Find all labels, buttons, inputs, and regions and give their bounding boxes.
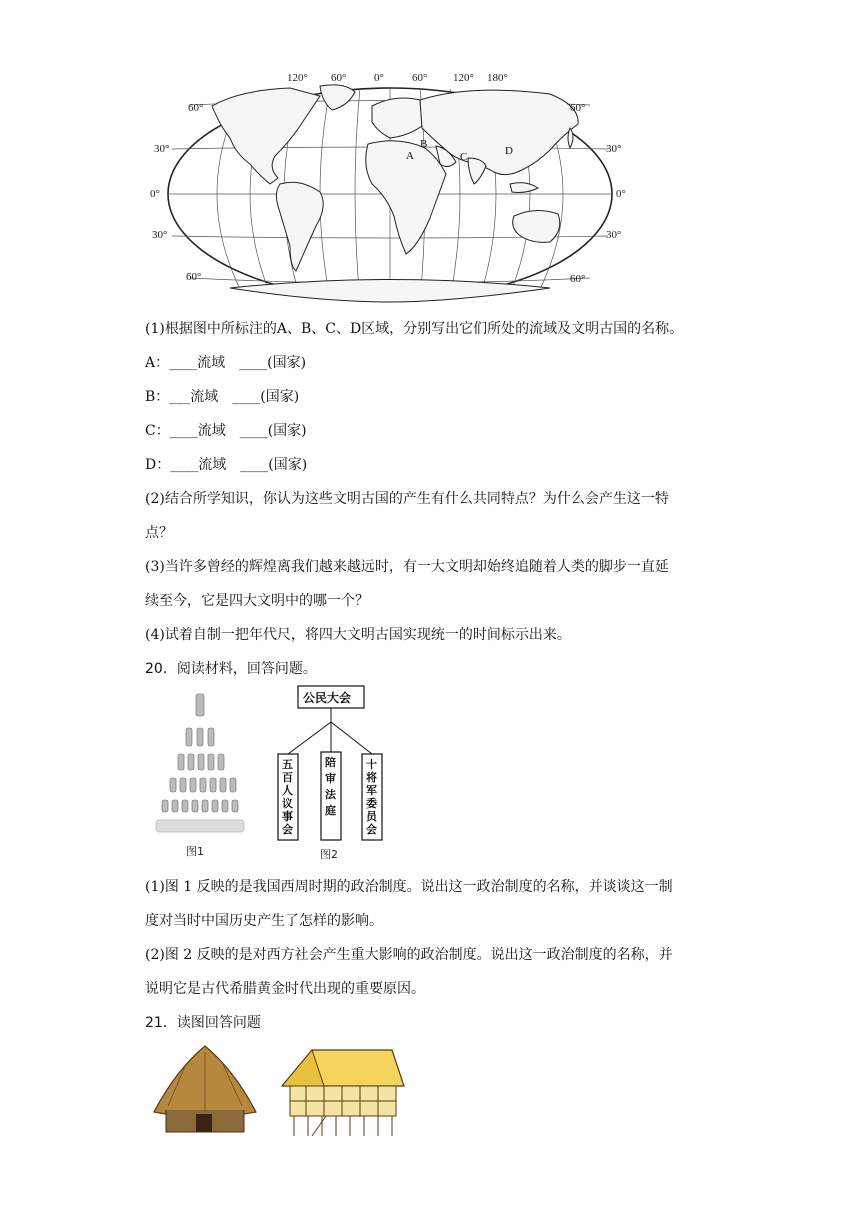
fig2-top-label: 公民大会 <box>303 691 352 705</box>
blank: ____ <box>169 355 198 371</box>
world-map <box>150 66 630 306</box>
marker-a: A <box>406 150 414 162</box>
q20-part1-line2: 度对当时中国历史产生了怎样的影响。 <box>145 913 383 929</box>
fig-stilt-house <box>272 1044 408 1140</box>
top-label-60e: 60° <box>412 72 428 84</box>
row-letter: C： <box>145 423 170 439</box>
country-label: (国家) <box>268 457 308 473</box>
country-label: (国家) <box>267 355 307 371</box>
basin-label: 流域 <box>197 355 226 371</box>
row-letter: A： <box>145 355 170 371</box>
fig1-hierarchy-pyramid <box>150 688 250 858</box>
right-label-30n: 30° <box>606 143 622 155</box>
blank: ____ <box>239 423 268 439</box>
q19-row-c <box>145 421 307 441</box>
q20-part1-line1: (1)图 1 反映的是我国西周时期的政治制度。说出这一政治制度的名称，并谈谈这一制 <box>145 879 673 895</box>
right-label-30s: 30° <box>606 229 622 241</box>
fig2-box-council: 五百人议事会 <box>282 758 293 836</box>
right-label-0: 0° <box>616 188 626 200</box>
marker-d: D <box>505 145 513 157</box>
left-label-60s: 60° <box>186 271 202 283</box>
marker-b: B <box>420 138 428 150</box>
row-letter: B： <box>145 389 170 405</box>
blank: ____ <box>239 355 268 371</box>
blank: ____ <box>170 457 199 473</box>
country-label: (国家) <box>267 423 307 439</box>
right-label-60s: 60° <box>570 273 586 285</box>
q20-part2-line1: (2)图 2 反映的是对西方社会产生重大影响的政治制度。说出这一政治制度的名称，并 <box>145 947 673 963</box>
fig-round-hut <box>146 1040 264 1140</box>
top-label-180: 180° <box>487 72 508 84</box>
row-letter: D： <box>145 457 171 473</box>
fig2-box-court: 陪审法庭 <box>325 756 336 817</box>
q19-part3-line1: (3)当许多曾经的辉煌离我们越来越远时，有一大文明却始终追随着人类的脚步一直延 <box>145 559 669 575</box>
top-label-0: 0° <box>374 72 384 84</box>
basin-label: 流域 <box>198 457 227 473</box>
q19-row-d <box>145 455 307 475</box>
basin-label: 流域 <box>197 423 226 439</box>
country-label: (国家) <box>260 389 300 405</box>
q19-part4: (4)试着自制一把年代尺，将四大文明古国实现统一的时间标示出来。 <box>145 627 571 643</box>
top-label-120e: 120° <box>453 72 474 84</box>
top-label-60w: 60° <box>331 72 347 84</box>
q19-part3-line2: 续至今，它是四大文明中的哪一个？ <box>145 593 369 609</box>
blank: ____ <box>240 457 269 473</box>
blank: ___ <box>169 389 191 405</box>
q21-heading: 21．读图回答问题 <box>145 1015 261 1031</box>
q19-part2-line1: (2)结合所学知识，你认为这些文明古国的产生有什么共同特点？为什么会产生这一特 <box>145 491 669 507</box>
q20-part2-line2: 说明它是古代希腊黄金时代出现的重要原因。 <box>145 981 425 997</box>
left-label-30s: 30° <box>152 229 168 241</box>
right-label-60n: 60° <box>570 102 586 114</box>
map-continents <box>212 85 578 302</box>
blank: ____ <box>169 423 198 439</box>
marker-c: C <box>460 151 468 163</box>
left-label-60n: 60° <box>188 102 204 114</box>
fig2-athens-structure <box>268 682 388 862</box>
q19-part1: (1)根据图中所标注的A、B、C、D区域，分别写出它们所处的流域及文明古国的名称。 <box>145 321 684 337</box>
fig1-caption: 图1 <box>186 845 204 858</box>
q19-row-b <box>145 387 299 407</box>
left-label-30n: 30° <box>154 143 170 155</box>
q20-heading: 20．阅读材料，回答问题。 <box>145 661 317 677</box>
fig2-caption: 图2 <box>320 848 338 861</box>
blank: ____ <box>232 389 261 405</box>
q19-row-a <box>145 353 306 373</box>
fig2-box-generals: 十将军委员会 <box>366 758 377 836</box>
basin-label: 流域 <box>190 389 219 405</box>
left-label-0: 0° <box>150 188 160 200</box>
top-label-120w: 120° <box>287 72 308 84</box>
q19-part2-line2: 点？ <box>145 525 173 541</box>
